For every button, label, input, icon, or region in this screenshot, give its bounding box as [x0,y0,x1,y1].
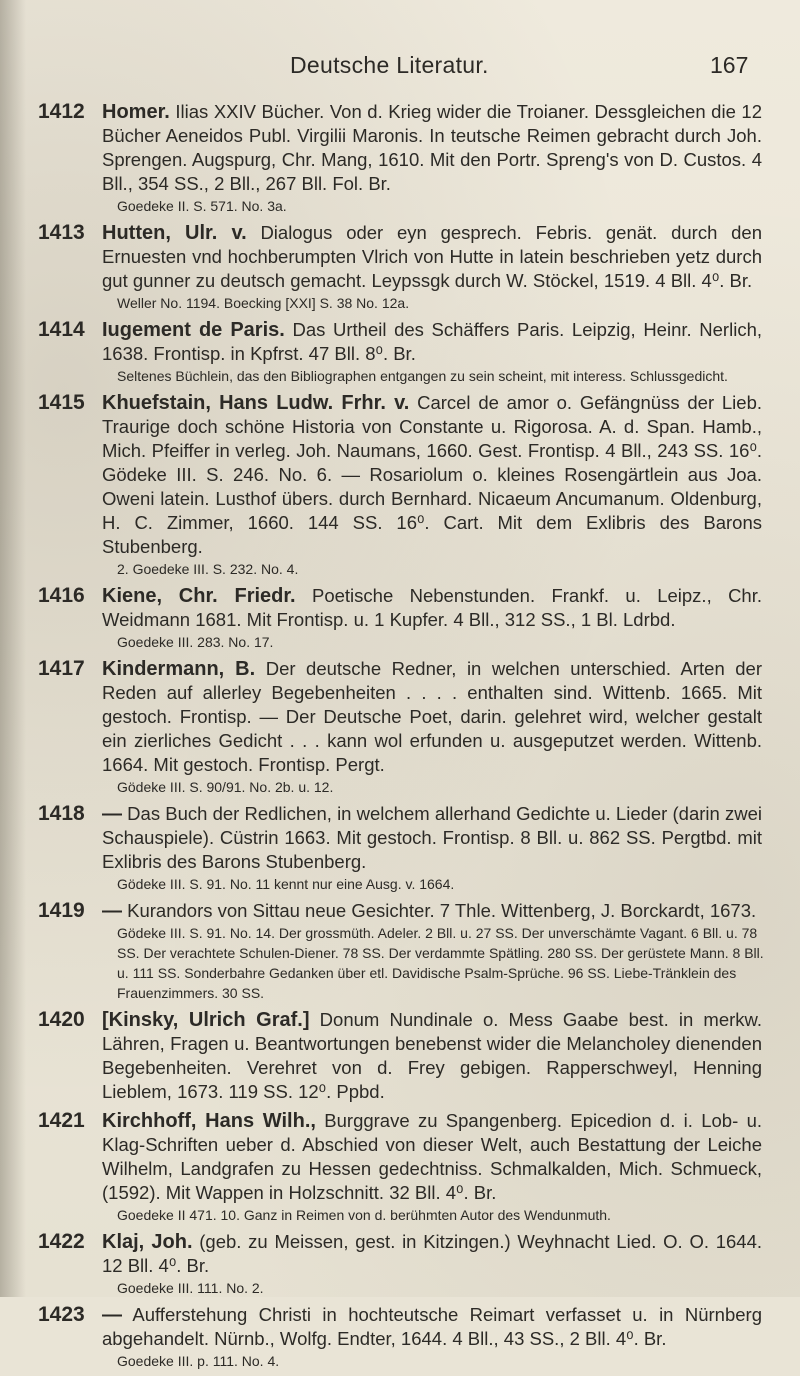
entry-author: Kindermann, B. [102,658,256,680]
catalog-entry [0,657,800,797]
entry-number: 1419 [38,899,85,922]
entry-text [102,1230,762,1278]
entry-text [102,318,762,366]
entry-description: Carcel de amor o. Gefängnüss der Lieb. Traurige doch schöne Historia von Constante u. Rigorosa. A. d. Span. Hamb., Mich. Pfeiffer in verleg. Joh. Naumans, 1660. Gest. Frontisp. 4 Bll., 243 SS. 16⁰. Gödeke III. S. 246. No. 6. — Rosariolum o. kleines Rosengärtlein aus Joa. Oweni latein. Lusthof übers. durch Bernhard. Nicaeum Ancumanum. Oldenburg, H. C. Zimmer, 1660. 144 SS. 16⁰. Cart. Mit dem Exlibris des Barons Stubenberg. [102,392,763,557]
entry-description: Ilias XXIV Bücher. Von d. Krieg wider die Troianer. Dessgleichen die 12 Bücher Aeneidos Publ. Virgilii Maronis. In teutsche Reimen gebracht durch Joh. Sprengen. Augspurg, Chr. Mang, 1610. Mit den Portr. Spreng's von D. Custos. 4 Bll., 354 SS., 2 Bll., 267 Bll. Fol. Br. [102,101,762,194]
page-header [0,52,800,82]
catalog-entry [0,802,800,894]
entry-reference-note: Goedeke III. p. 111. No. 4. [117,1353,280,1369]
running-title: Deutsche Literatur. [290,52,489,78]
catalog-entries [0,100,800,1376]
entry-text [102,221,762,293]
entry-number: 1423 [38,1303,85,1326]
entry-author: — [102,803,122,825]
entry-number: 1414 [38,318,85,341]
entry-description: Das Buch der Redlichen, in welchem allerhand Gedichte u. Lieder (darin zwei Schauspiele). Cüstrin 1663. Mit gestoch. Frontisp. 8 Bll. u. 862 SS. Pergtbd. mit Exlibris des Barons Stubenberg. [102,803,762,872]
entry-text [102,657,762,777]
entry-text [102,1109,762,1205]
entry-description: Donum Nundinale o. Mess Gaabe best. in merkw. Lähren, Fragen u. Beantwortungen benebenst wider die Melancholey dienenden Begebenheiten. Verehret von d. Frey gebigen. Rapperschweyl, Henning Lieblem, 1673. 119 SS. 12⁰. Ppbd. [102,1009,763,1102]
entry-description: Der deutsche Redner, in welchen unterschied. Arten der Reden auf allerley Begebenheiten . . . . enthalten sind. Wittenb. 1665. Mit gestoch. Frontisp. — Der Deutsche Poet, darin. gelehret wird, welcher gestalt ein zierliches Gedicht . . . kann wol erfunden u. ausgeputzet werden. Wittenb. 1664. Mit gestoch. Frontisp. Pergt. [102,658,763,775]
entry-number: 1412 [38,100,85,123]
entry-description: (geb. zu Meissen, gest. in Kitzingen.) Weyhnacht Lied. O. O. 1644. 12 Bll. 4⁰. Br. [102,1231,763,1276]
entry-author: Iugement de Paris. [102,319,285,341]
entry-author: — [102,1304,122,1326]
catalog-entry [0,391,800,579]
entry-description: Aufferstehung Christi in hochteutsche Reimart verfasset u. in Nürnberg abgehandelt. Nürnb., Wolfg. Endter, 1644. 4 Bll., 43 SS., 2 Bll. 4⁰. Br. [102,1304,762,1349]
entry-text [102,899,762,923]
entry-number: 1413 [38,221,85,244]
entry-reference-note: Goedeke II. S. 571. No. 3a. [117,198,287,214]
entry-description: Poetische Nebenstunden. Frankf. u. Leipz., Chr. Weidmann 1681. Mit Frontisp. u. 1 Kupfer. 4 Bll., 312 SS., 1 Bl. Ldrbd. [102,585,762,630]
entry-author: [Kinsky, Ulrich Graf.] [102,1009,310,1031]
entry-number: 1420 [38,1008,85,1031]
catalog-entry [0,1008,800,1104]
entry-reference-note: Gödeke III. S. 91. No. 14. Der grossmüth. Adeler. 2 Bll. u. 27 SS. Der unverschämte Vagant. 6 Bll. u. 78 SS. Der verachtete Schulen-Diener. 78 SS. Der verdammte Spätling. 280 SS. Der gerüstete Mann. 8 Bll. u. 111 SS. Sonderbahre Gedanken über etl. Davidische Psalm-Sprüche. 96 SS. Liebe-Tränklein des Frauenzimmers. 30 SS. [117,925,764,1001]
entry-number: 1417 [38,657,85,680]
entry-reference-note: Weller No. 1194. Boecking [XXI] S. 38 No. 12a. [117,295,410,311]
entry-number: 1422 [38,1230,85,1253]
entry-text [102,1303,762,1351]
catalog-entry [0,1109,800,1225]
entry-description: Burggrave zu Spangenberg. Epicedion d. i. Lob- u. Klag-Schriften ueber d. Abschied von dieser Welt, auch Bestattung der Leiche Wilhelm, Landgrafen zu Hessen gedechtniss. Schmalkalden, Mich. Schmueck, (1592). Mit Wappen in Holzschnitt. 32 Bll. 4⁰. Br. [102,1110,762,1203]
entry-author: Hutten, Ulr. v. [102,222,247,244]
entry-number: 1418 [38,802,85,825]
entry-text [102,100,762,196]
entry-number: 1415 [38,391,85,414]
catalog-entry [0,1303,800,1371]
entry-reference-note: Goedeke II 471. 10. Ganz in Reimen von d. berühmten Autor des Wendunmuth. [117,1207,611,1223]
entry-text [102,802,762,874]
entry-number: 1416 [38,584,85,607]
entry-reference-note: Goedeke III. 283. No. 17. [117,634,274,650]
catalog-entry [0,318,800,386]
entry-author: Kirchhoff, Hans Wilh., [102,1110,316,1132]
page-number: 167 [710,52,749,78]
entry-number: 1421 [38,1109,85,1132]
entry-reference-note: Gödeke III. S. 91. No. 11 kennt nur eine Ausg. v. 1664. [117,876,455,892]
entry-author: — [102,900,122,922]
entry-author: Klaj, Joh. [102,1231,193,1253]
entry-description: Dialogus oder eyn gesprech. Febris. genät. durch den Ernuesten vnd hochberumpten Vlrich von Hutte in latein beschrieben yetz durch gut gunner zu deutsch gemacht. Leypssgk durch W. Stöckel, 1519. 4 Bll. 4⁰. Br. [102,222,762,291]
entry-author: Homer. [102,101,170,123]
entry-text [102,391,762,559]
entry-reference-note: Goedeke III. 111. No. 2. [117,1280,264,1296]
entry-text [102,584,762,632]
entry-author: Kiene, Chr. Friedr. [102,585,296,607]
catalog-entry [0,584,800,652]
catalog-entry [0,221,800,313]
catalog-entry [0,1230,800,1298]
entry-author: Khuefstain, Hans Ludw. Frhr. v. [102,392,410,414]
entry-description: Kurandors von Sittau neue Gesichter. 7 Thle. Wittenberg, J. Borckardt, 1673. [127,900,757,921]
entry-reference-note: Seltenes Büchlein, das den Bibliographen entgangen zu sein scheint, mit interess. Schlussgedicht. [117,368,728,384]
entry-description: Das Urtheil des Schäffers Paris. Leipzig, Heinr. Nerlich, 1638. Frontisp. in Kpfrst. 47 Bll. 8⁰. Br. [102,319,762,364]
entry-reference-note: 2. Goedeke III. S. 232. No. 4. [117,561,299,577]
entry-reference-note: Gödeke III. S. 90/91. No. 2b. u. 12. [117,779,334,795]
catalog-entry [0,100,800,216]
catalog-entry [0,899,800,1003]
entry-text [102,1008,762,1104]
